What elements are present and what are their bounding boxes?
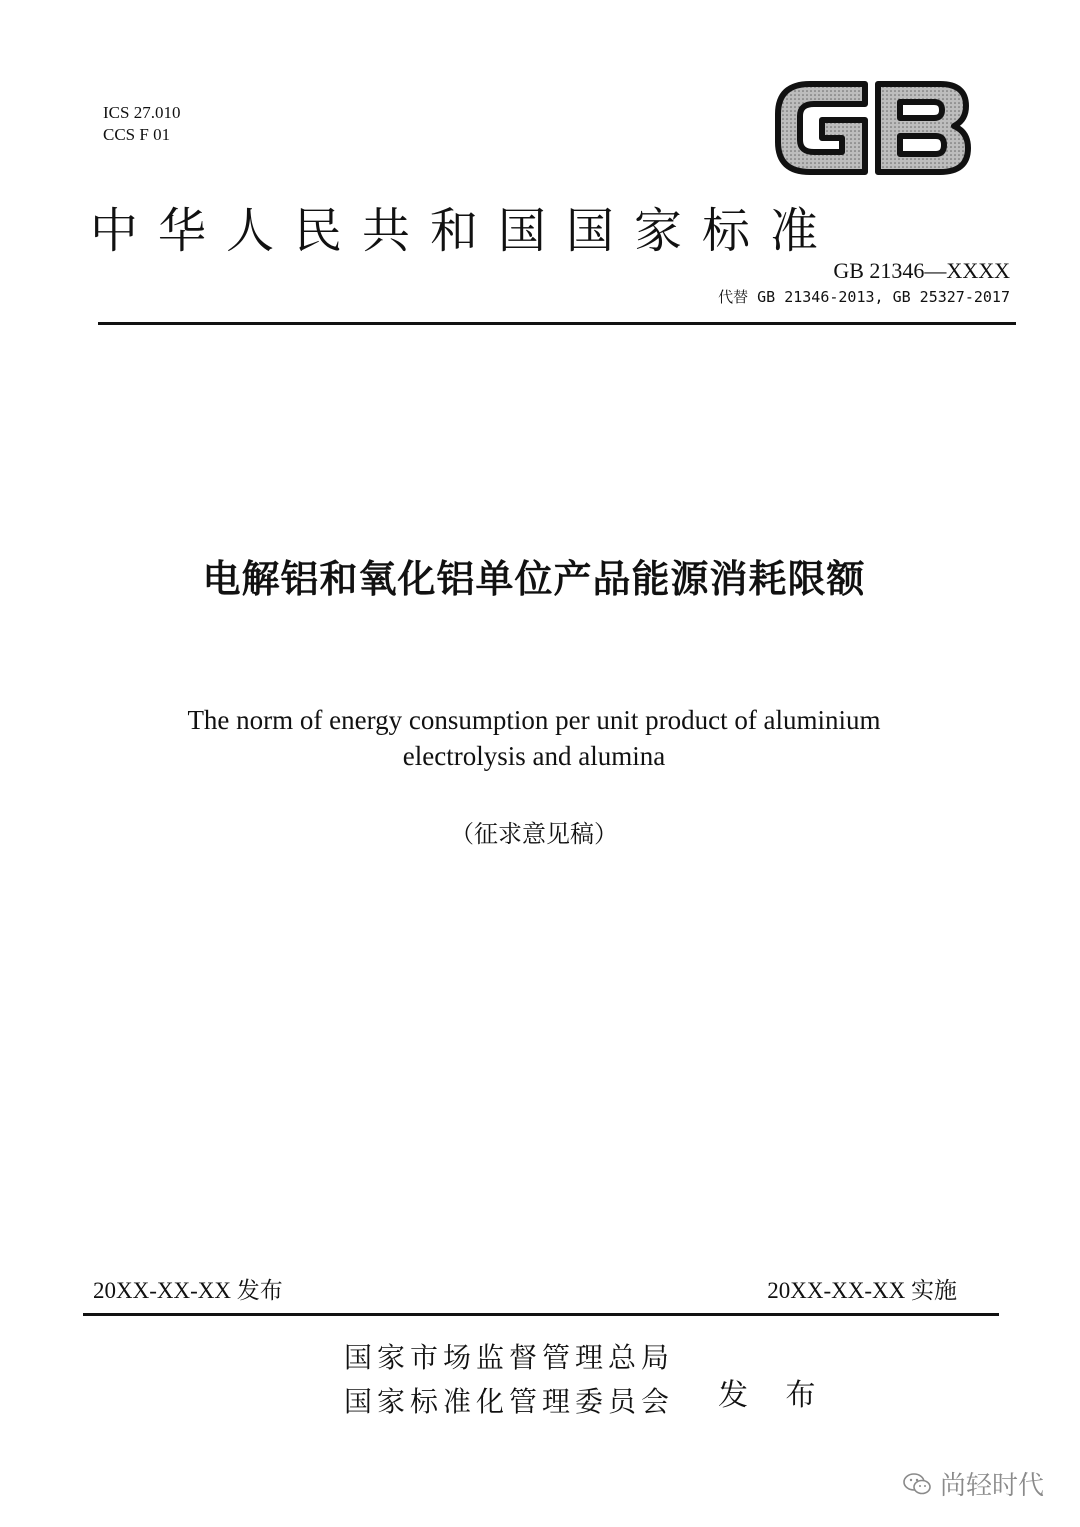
issue-label: 发 布: [718, 1378, 830, 1413]
classification-codes: [103, 102, 180, 146]
standard-category-title: 中华人民共和国国家标准: [90, 203, 839, 259]
watermark-text: 尚轻时代: [939, 1471, 1044, 1501]
document-title-cn: 电解铝和氧化铝单位产品能源消耗限额: [202, 557, 866, 601]
wechat-watermark: [902, 1465, 1044, 1502]
issuer-sac: 国家标准化管理委员会: [344, 1385, 675, 1418]
gb-logo: [770, 70, 975, 182]
ics-code: ICS 27.010: [103, 103, 181, 122]
footer-divider: [83, 1313, 999, 1316]
title-en-line-1: The norm of energy consumption per unit product of aluminium: [187, 705, 881, 735]
issuer-samr: 国家市场监督管理总局: [344, 1341, 675, 1374]
document-title-en: [100, 702, 968, 774]
wechat-icon: [902, 1471, 932, 1497]
draft-label: （征求意见稿）: [450, 820, 618, 848]
title-en-line-2: electrolysis and alumina: [402, 741, 666, 771]
effective-date: 20XX-XX-XX 实施: [767, 1278, 957, 1303]
replaces-note: 代替 GB 21346-2013, GB 25327-2017: [718, 288, 1010, 306]
ccs-code: CCS F 01: [103, 125, 171, 144]
header-divider: [98, 322, 1016, 325]
publish-date: 20XX-XX-XX 发布: [93, 1278, 283, 1303]
standard-number: GB 21346—XXXX: [833, 258, 1010, 283]
issuing-authorities: [344, 1336, 674, 1424]
